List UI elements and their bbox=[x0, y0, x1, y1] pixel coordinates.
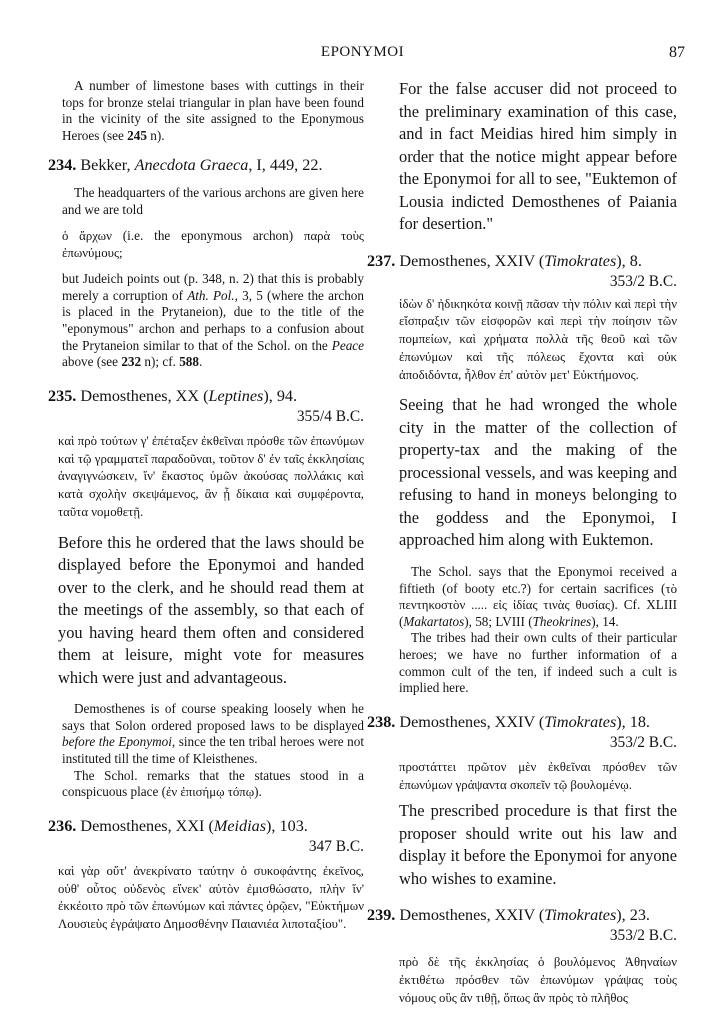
entry-239-greek: πρὸ δὲ τῆς ἐκκλησίας ὁ βουλόμενος Ἀθηναίων ἐκτιθέτω πρόσθεν τῶν ἐπωνύμων γράψας τοὺς νόμους οὓς ἂν τιθῇ, ὅπως ἂν πρὸς τὸ πλῆθος bbox=[399, 955, 677, 1005]
entry-237-heading: 237. Demosthenes, XXIV (Timokrates), 8. bbox=[367, 251, 642, 270]
entry-237-greek: ἰδὼν δ' ἠδικηκότα κοινῇ πᾶσαν τὴν πόλιν καὶ περὶ τὴν εἴσπραξιν τῶν εἰσφορῶν καὶ περὶ τὴν ποίησιν τῶν πομπείων, καὶ χρήματα πολλὰ τῆς θεοῦ καὶ τῶν ἐπωνύμων καὶ τῆς πόλεως ἔχοντα καὶ οὐκ ἀποδιδόντα, ἦλθον ἐπ' αὐτὸν μετ' Εὐκτήμονος. bbox=[399, 296, 677, 382]
entry-238-date: 353/2 B.C. bbox=[609, 733, 677, 751]
entry-238-heading: 238. Demosthenes, XXIV (Timokrates), 18. bbox=[367, 712, 650, 731]
page-number: 87 bbox=[669, 44, 685, 61]
entry-235-heading: 235. Demosthenes, XX (Leptines), 94. bbox=[48, 386, 298, 405]
entry-235-note-2: The Schol. remarks that the statues stood in a conspicuous place (ἐν ἐπισήμῳ τόπῳ). bbox=[62, 767, 364, 800]
entry-239-date: 353/2 B.C. bbox=[609, 927, 677, 945]
right-column bbox=[367, 78, 677, 1008]
entry-237-note-2: The tribes had their own cults of their particular heroes; we have no further information of a common cult of the ten, if indeed such a cult is implied here. bbox=[399, 630, 677, 696]
entry-234-heading: 234. Bekker, Anecdota Graeca, I, 449, 22. bbox=[48, 156, 323, 175]
entry-237-date: 353/2 B.C. bbox=[609, 272, 677, 290]
entry-235-date: 355/4 B.C. bbox=[296, 407, 364, 425]
entry-236-date: 347 B.C. bbox=[308, 837, 364, 855]
entry-236-heading: 236. Demosthenes, XXI (Meidias), 103. bbox=[48, 816, 308, 835]
entry-238-greek: προστάττει πρῶτον μὲν ἐκθεῖναι πρόσθεν τῶν ἐπωνύμων γράψαντα σκοπεῖν τῷ βουλομένῳ. bbox=[399, 759, 677, 792]
entry-235-greek: καὶ πρὸ τούτων γ' ἐπέταξεν ἐκθεῖναι πρόσθε τῶν ἐπωνύμων καὶ τῷ γραμματεῖ παραδοῦναι, τοῦτον δ' ἐν ταῖς ἐκκλησίαις ἀναγιγνώσκειν, ἵν' ἕκαστος ὑμῶν ἀκούσας πολλάκις καὶ κατὰ σχολὴν σκεψάμενος, ἃν ᾖ δίκαια καὶ συμφέροντα, ταῦτα νομοθετῇ. bbox=[58, 433, 364, 519]
page-header bbox=[40, 44, 685, 66]
entry-234-note-2: but Judeich points out (p. 348, n. 2) that this is probably merely a corruption of Ath. Pol., 3, 5 (where the archon is placed in the Prytaneion), due to the title of the "eponymous" archon and perhaps to a confusion about the Prytaneion similar to that of the Schol. on the Peace above (see 232 n); cf. 588. bbox=[62, 271, 364, 370]
entry-234-greek: ὁ ἄρχων (i.e. the eponymous archon) παρὰ τοὺς ἐπωνύμους; bbox=[62, 227, 364, 261]
running-title: EPONYMOI bbox=[320, 44, 405, 60]
entry-234-note-1: The headquarters of the various archons are given here and we are told bbox=[62, 185, 364, 217]
entry-235-translation: Before this he ordered that the laws should be displayed before the Eponymoi and handed over to the clerk, and he should read them at the meetings of the assembly, so that each of you having heard them often and considered them at leisure, might vote for measures which were just and advantageous. bbox=[58, 532, 364, 687]
entry-235-note-1: Demosthenes is of course speaking loosely when he says that Solon ordered proposed laws to be displayed before the Eponymoi, since the ten tribal heroes were not instituted till the time of Kleisthenes. bbox=[62, 701, 364, 766]
entry-236-translation: For the false accuser did not proceed to the preliminary examination of this case, and in fact Meidias hired him simply in order that the notice might appear before the Eponymoi for all to see, "Euktemon of Lousia indicted Demosthenes of Paiania for desertion." bbox=[399, 79, 677, 233]
left-column bbox=[48, 78, 364, 934]
entry-239-heading: 239. Demosthenes, XXIV (Timokrates), 23. bbox=[367, 906, 650, 925]
entry-238-translation: The prescribed procedure is that first the proposer should write out his law and display it before the Eponymoi for anyone who wishes to examine. bbox=[399, 801, 677, 888]
entry-237-translation: Seeing that he had wronged the whole city in the matter of the collection of property-tax and the making of the processional vessels, and was keeping and refusing to hand in moneys belonging to the goddess and the Eponymoi, I approached him along with Euktemon. bbox=[399, 395, 677, 550]
intro-note: A number of limestone bases with cuttings in their tops for bronze stelai triangular in plan have been found in the vicinity of the site assigned to the Eponymous Heroes (see 245 n). bbox=[62, 78, 364, 143]
entry-236-greek: καὶ γὰρ οὔτ' ἀνεκρίνατο ταύτην ὁ συκοφάντης ἐκεῖνος, οὐθ' οὗτος οὐδενὸς εἵνεκ' αὐτὸν ἐμισθώσατο, πλὴν ἵν' ἐκκέοιτο πρὸ τῶν ἐπωνύμων καὶ πάντες ὁρῷεν, "Εὐκτήμων Λουσιεὺς ἐγράψατο Δημοσθένην Παιανιέα λιποταξίου". bbox=[58, 863, 364, 932]
entry-237-note-1: The Schol. says that the Eponymoi received a fiftieth (of booty etc.?) for certain sacrifices (τὸ πεντηκοστὸν ..... εἰς ἰδίας τινὰς θυσίας). Cf. XLIII (Makartatos), 58; LVIII (Theokrines), 14. bbox=[399, 563, 677, 629]
